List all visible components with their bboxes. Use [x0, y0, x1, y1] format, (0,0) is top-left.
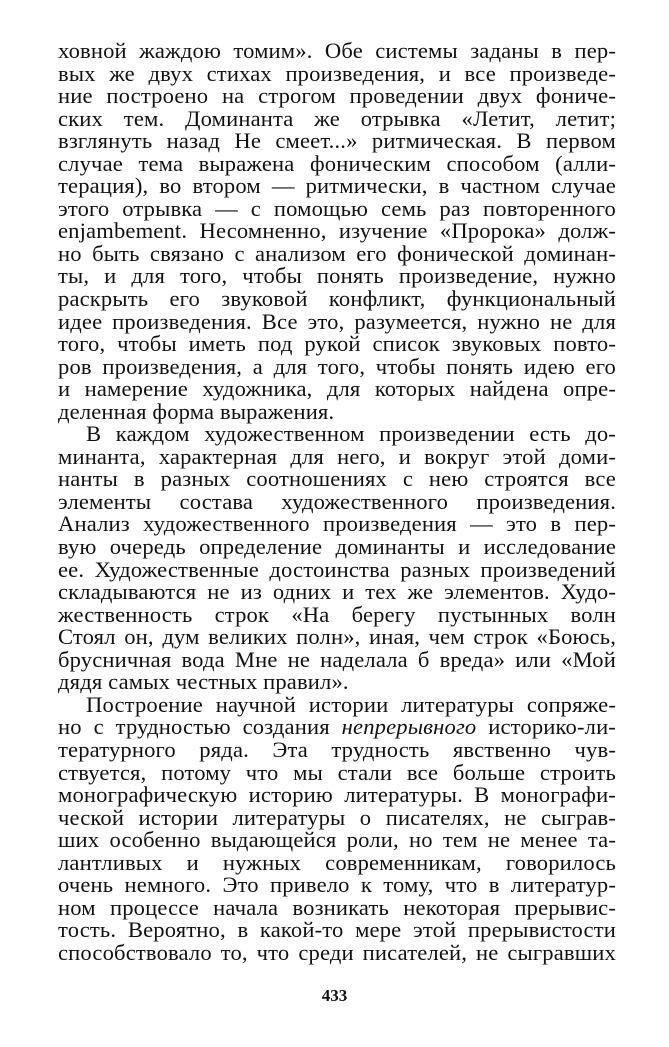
text-line: взглянуть назад Не смеет...» ритмическая. В первом: [58, 128, 616, 154]
text-line: и намерение художника, для которых найдена опре-: [58, 376, 616, 402]
text-line: ховной жаждою томим». Обе системы заданы в пер-: [58, 38, 616, 63]
text-line: способствовало то, что среди писателей, не сыгравших: [58, 939, 616, 965]
text-line: вых же двух стихах произведения, и все произведе-: [58, 60, 616, 86]
text-line: терация), во втором — ритмически, в частном случае: [58, 173, 616, 199]
text-line: дядя самых честных правил».: [58, 669, 349, 695]
text-line: деленная форма выражения.: [58, 398, 335, 424]
text-line: Стоял он, дум великих полн», иная, чем строк «Боюсь,: [58, 624, 616, 650]
text-line: ты, и для того, чтобы понять произведение, нужно: [58, 263, 616, 289]
text-line: случае тема выражена фоническим способом (алли-: [58, 150, 616, 176]
text-line: складываются не из одних и тех же элементов. Худо-: [58, 579, 616, 605]
text-line: того, чтобы иметь под рукой список звуковых повто-: [58, 331, 616, 357]
text-line: идее произведения. Все это, разумеется, нужно не для: [58, 308, 616, 334]
text-line: брусничная вода Мне не наделала б вреда» или «Мой: [58, 646, 616, 672]
body-text: [58, 40, 616, 964]
text-line: но быть связано с анализом его фонической доминан-: [58, 240, 616, 266]
text-line: минанта, характерная для него, и вокруг этой доми-: [58, 443, 616, 469]
page-number: 433: [321, 986, 348, 1005]
text-line: ческой истории литературы о писателях, не сыграв-: [58, 804, 616, 830]
text-line: элементы состава художественного произведения.: [58, 488, 616, 514]
italic-word: непрерывного: [341, 714, 477, 740]
text-line: жественность строк «На берегу пустынных волн: [58, 601, 616, 627]
text-line: Анализ художественного произведения — это в пер-: [58, 511, 616, 537]
text-line: лантливых и нужных современникам, говорилось: [58, 849, 616, 875]
text-line: очень немного. Это привело к тому, что в литератур-: [58, 872, 616, 898]
text-line: этого отрывка — с помощью семь раз повторенного: [58, 195, 616, 221]
text-line: тость. Вероятно, в какой-то мере этой прерывистости: [58, 917, 616, 943]
text-line: вую очередь определение доминанты и исследование: [58, 534, 616, 560]
text-line: раскрыть его звуковой конфликт, функциональный: [58, 286, 616, 312]
text-line: ее. Художественные достоинства разных произведений: [58, 556, 616, 582]
paragraph-first-line: Построение научной истории литературы сопряже-: [86, 691, 616, 717]
text-line: монографическую историю литературы. В монографи-: [58, 782, 616, 808]
text-line: ских тем. Доминанта же отрывка «Летит, летит;: [58, 105, 616, 131]
text-line: ствуется, потому что мы стали все больше строить: [58, 759, 616, 785]
text-fragment: историко-ли-: [476, 714, 616, 740]
text-line: ших особенно выдающейся роли, но тем не менее та-: [58, 827, 616, 853]
text-fragment: но с трудностью создания: [58, 714, 342, 740]
text-line: ном процессе начала возникать некоторая прерывис-: [58, 894, 616, 920]
text-line: enjambement. Несомненно, изучение «Пророка» долж-: [58, 218, 616, 244]
text-line-with-italic: [58, 716, 616, 739]
text-line: ние построено на строгом проведении двух фониче-: [58, 83, 616, 109]
paragraph-first-line: В каждом художественном произведении есть до-: [86, 421, 616, 447]
text-line: ров произведения, а для того, чтобы понять идею его: [58, 353, 616, 379]
text-line: нанты в разных соотношениях с нею строятся все: [58, 466, 616, 492]
text-line: тературного ряда. Эта трудность явственно чув-: [58, 736, 616, 762]
